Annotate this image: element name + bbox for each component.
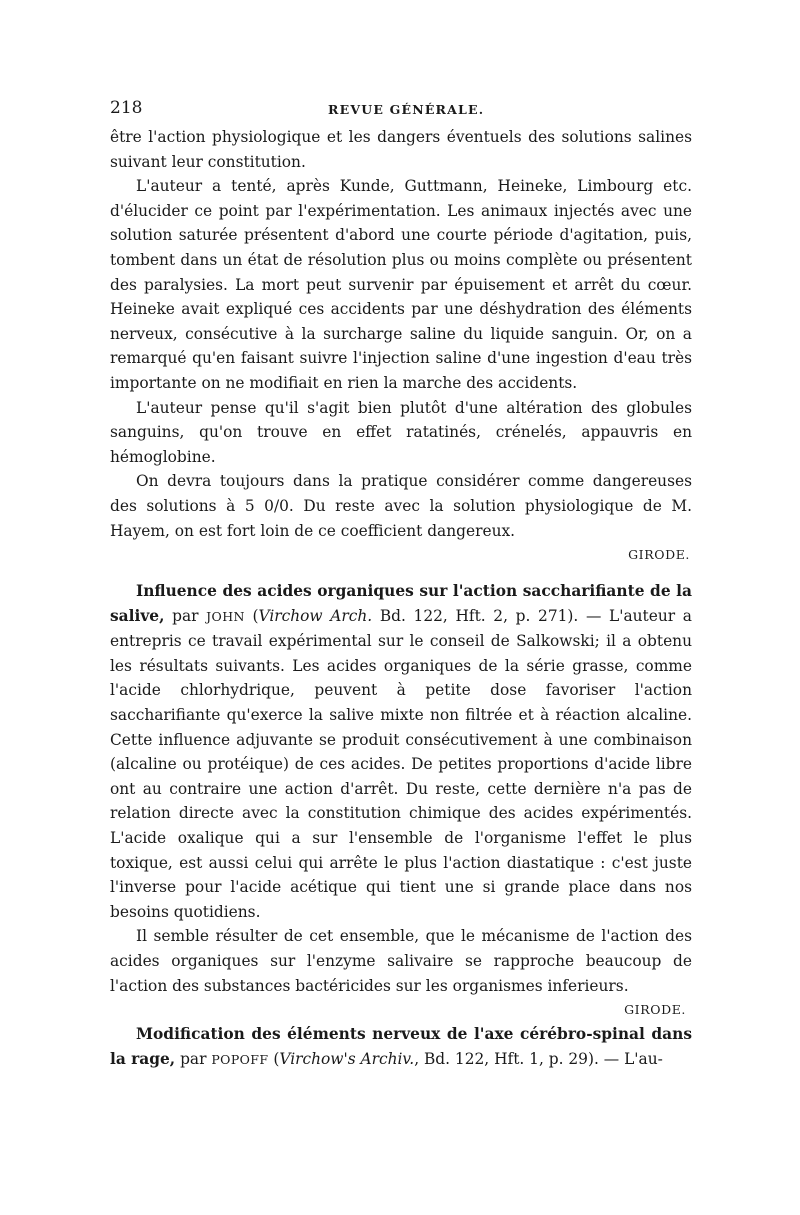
article-1-paragraph-4: On devra toujours dans la pratique considérer comme dangereuses des solutions à 5 0/0. Du reste avec la solution physiologique de M. Hayem, on est fort loin de ce coefficient dangereux. — [110, 472, 692, 540]
article-2-journal: Virchow Arch. — [258, 606, 373, 625]
section-gap — [110, 567, 692, 579]
article-3-paragraph-1 — [110, 1022, 692, 1072]
article-1-signature: GIRODE. — [628, 547, 690, 563]
page — [110, 95, 692, 1072]
article-1-paragraph-1: être l'action physiologique et les dangers éventuels des solutions salines suivant leur constitution. — [110, 128, 692, 171]
article-3-citation-open: ( — [273, 1049, 280, 1068]
article-2-by: par — [172, 606, 199, 625]
running-head — [110, 95, 692, 125]
article-2-body: — L'auteur a entrepris ce travail expérimental sur le conseil de Salkowski; il a obtenu les résultats suivants. Les acides organiques de la série grasse, comme l'acide chlorhydrique, peuvent à petite dose favoriser l'action saccharifiante qu'exerce la salive mixte non filtrée et à réaction alcaline. Cette influence adjuvante se produit consécutivement à une combinaison (alcaline ou protéique) de ces acides. De petites proportions d'acide libre ont au contraire une action d'arrêt. Du reste, cette dernière n'a pas de relation directe avec la constitution chimique des acides expérimentés. L'acide oxalique qui a sur l'ensemble de l'organisme l'effet le plus toxique, est aussi celui qui arrête le plus l'action diastatique : c'est juste l'inverse pour l'acide acétique qui tient une si grande place dans nos besoins quotidiens. — [110, 606, 692, 921]
running-head-title: REVUE GÉNÉRALE. — [328, 102, 485, 117]
article-2-title: Influence des acides organiques sur l'action saccharifiante de la salive, — [110, 582, 692, 625]
article-2-signature: GIRODE. — [624, 1002, 686, 1018]
article-2-citation-open: ( — [252, 606, 259, 625]
article-1-paragraph-2: L'auteur a tenté, après Kunde, Guttmann, Heineke, Limbourg etc. d'élucider ce point par l'expérimentation. Les animaux injectés avec une solution saturée présentent d'abord une courte période d'agitation, puis, tombent dans un état de résolution plus ou moins complète ou présentent des paralysies. La mort peut survenir par épuisement et arrêt du cœur. Heineke avait expliqué ces accidents par une déshydration des éléments nerveux, consécutive à la surcharge saline du liquide sanguin. Or, on a remarqué qu'en faisant suivre l'injection saline d'une ingestion d'eau très importante on ne modifiait en rien la marche des accidents. — [110, 177, 692, 392]
article-3-title: Modification des éléments nerveux de l'axe cérébro-spinal dans la rage, — [110, 1025, 692, 1068]
article-3-citation: , Bd. 122, Hft. 1, p. 29). — [414, 1049, 599, 1068]
article-1 — [110, 125, 692, 567]
article-3-journal: Virchow's Archiv. — [279, 1049, 415, 1068]
article-2-paragraph-2: Il semble résulter de cet ensemble, que le mécanisme de l'action des acides organiques sur l'enzyme salivaire se rapproche beaucoup de l'action des substances bactéricides sur les organismes inferieurs. — [110, 927, 692, 995]
article-3-body: — L'au- — [603, 1049, 663, 1068]
page-number: 218 — [110, 98, 143, 118]
article-2-paragraph-1 — [110, 579, 692, 924]
article-1-paragraph-3: L'auteur pense qu'il s'agit bien plutôt d'une altération des globules sanguins, qu'on trouve en effet ratatinés, crénelés, appauvris en hémoglobine. — [110, 398, 692, 466]
article-3-by: par — [180, 1049, 207, 1068]
article-3 — [110, 1022, 692, 1072]
article-2 — [110, 579, 692, 1022]
article-2-citation: Bd. 122, Hft. 2, p. 271). — [379, 606, 579, 625]
article-3-author: POPOFF — [211, 1051, 269, 1067]
article-2-author: JOHN — [206, 608, 245, 624]
